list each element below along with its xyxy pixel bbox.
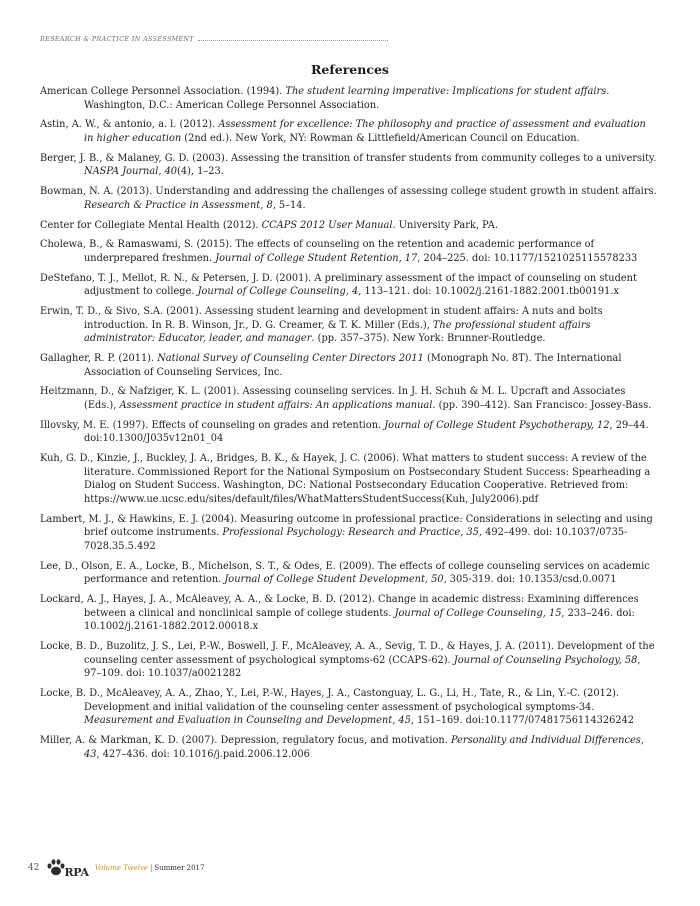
reference-text: , 113–121. doi: 10.1002/j.2161-1882.2001.tb00191.x bbox=[358, 286, 620, 298]
reference-text: Berger, J. B., & Malaney, G. D. (2003). Assessing the transition of transfer students from community colleges to a university. bbox=[40, 152, 657, 164]
reference-entry bbox=[40, 385, 658, 412]
reference-list bbox=[40, 85, 658, 767]
reference-entry bbox=[40, 640, 658, 681]
reference-entry bbox=[40, 219, 658, 233]
reference-text: (Monograph No. 8T). The International Association of Counseling Services, Inc. bbox=[84, 353, 622, 378]
reference-source-italic: Research & Practice in Assessment, 8 bbox=[84, 199, 273, 211]
reference-text: , 233–246. doi: 10.1002/j.2161-1882.2012.00018.x bbox=[84, 607, 635, 633]
reference-entry bbox=[40, 238, 658, 265]
reference-text: Bowman, N. A. (2013). Understanding and addressing the challenges of assessing college student growth in student affairs. bbox=[40, 186, 657, 198]
footer bbox=[28, 856, 204, 880]
reference-source-italic: National Survey of Counseling Center Directors 2011 bbox=[157, 353, 424, 364]
reference-entry bbox=[40, 513, 658, 554]
reference-source-italic: The professional student affairs administrator: Educator, leader, and manager bbox=[84, 319, 591, 345]
reference-text: Kuh, G. D., Kinzie, J., Buckley, J. A., Bridges, B. K., & Hayek, J. C. (2006). What matters to student success: A review of the literature. Commissioned Report for the National Symposium on Postsecondary Student Success: Spearheading a Dialog on Student Success. Washington, DC: National Postsecondary Education Cooperative. Retrieved from: https://www.ue.ucsc.edu/sites/default/files/WhatMattersStudentSuccess(Kuh, July2006).pdf bbox=[40, 453, 651, 505]
reference-source-italic: Journal of College Counseling, 4 bbox=[197, 286, 359, 298]
reference-text: Heitzmann, D., & Nafziger, K. L. (2001). Assessing counseling services. In J. H. Schuh & M. L. Upcraft and Associates (Eds.), bbox=[40, 386, 626, 411]
reference-text: , 97–109. doi: 10.1037/a0021282 bbox=[84, 654, 641, 680]
reference-text: , 5–14. bbox=[272, 199, 306, 211]
reference-source-italic: Journal of Counseling Psychology, 58 bbox=[453, 654, 638, 666]
reference-text: University Park, PA. bbox=[395, 219, 498, 231]
volume-label: Volume Twelve bbox=[94, 864, 148, 872]
dotted-rule bbox=[198, 40, 388, 41]
reference-text: Erwin, T. D., & Sivo, S.A. (2001). Assessing student learning and development in student affairs: A nuts and bolts introduction. In R. B. Winson, Jr., D. G. Creamer, & T. K. Miller (Eds.), bbox=[40, 306, 603, 331]
reference-text: Locke, B. D., McAleavey, A. A., Zhao, Y., Lei, P.-W., Hayes, J. A., Castonguay, L. G., Li, H., Tate, R., & Lin, Y.-C. (2012). Development and initial validation of the counseling center assessment of psychological symptoms-34. bbox=[40, 687, 619, 713]
reference-text: Lee, D., Olson, E. A., Locke, B., Michelson, S. T., & Odes, E. (2009). The effects of college counseling services on academic performance and retention. bbox=[40, 560, 650, 586]
reference-text: Washington, D.C.: American College Personnel Association. bbox=[84, 99, 380, 111]
running-head bbox=[40, 36, 388, 43]
reference-text: . (pp. 357–375). New York: Brunner-Routledge. bbox=[311, 333, 546, 345]
reference-text: (2nd ed.). New York, NY: Rowman & Littlefield/American Council on Education. bbox=[181, 132, 580, 144]
running-head-text: RESEARCH & PRACTICE IN ASSESSMENT bbox=[40, 36, 195, 43]
reference-text: Astin, A. W., & antonio, a. l. (2012). bbox=[40, 119, 219, 131]
reference-text: , 29–44. doi:10.1300/J035v12n01_04 bbox=[84, 419, 649, 445]
reference-source-italic: NASPA Journal, 40 bbox=[84, 166, 178, 178]
reference-source-italic: Personality and Individual Differences, 43 bbox=[84, 734, 644, 760]
reference-entry bbox=[40, 560, 658, 587]
reference-text: Center for Collegiate Mental Health (2012). bbox=[40, 219, 262, 231]
reference-entry bbox=[40, 272, 658, 299]
reference-source-italic: CCAPS 2012 User Manual. bbox=[261, 219, 396, 231]
reference-entry bbox=[40, 352, 658, 379]
reference-text: (4), 1–23. bbox=[177, 166, 224, 178]
reference-source-italic: Professional Psychology: Research and Practice, 35 bbox=[222, 527, 479, 539]
reference-entry bbox=[40, 85, 658, 112]
logo-letters: RPA bbox=[64, 866, 89, 879]
reference-text: , 492–499. doi: 10.1037/0735-7028.35.5.492 bbox=[84, 527, 628, 552]
reference-source-italic: Journal of College Student Psychotherapy, 12 bbox=[384, 419, 610, 431]
reference-text: , 204–225. doi: 10.1177/1521025115578233 bbox=[417, 252, 638, 264]
reference-entry bbox=[40, 305, 658, 346]
reference-text: , 151–169. doi:10.1177/0748175611432624​2 bbox=[410, 715, 635, 727]
reference-source-italic: Journal of College Student Retention, 17 bbox=[215, 252, 418, 264]
reference-text: , 427–436. doi: 10.1016/j.paid.2006.12.006 bbox=[96, 748, 310, 760]
reference-text: Illovsky, M. E. (1997). Effects of counseling on grades and retention. bbox=[40, 419, 385, 431]
reference-text: . (pp. 390–412). San Francisco: Jossey-Bass. bbox=[432, 399, 652, 411]
reference-text: Lockard, A. J., Hayes, J. A., McAleavey, A. A., & Locke, B. D. (2012). Change in academic distress: Examining differences between a clinical and nonclinical sample of college students. bbox=[40, 594, 639, 619]
reference-entry bbox=[40, 419, 658, 446]
reference-entry bbox=[40, 452, 658, 506]
reference-text: Gallagher, R. P. (2011). bbox=[40, 353, 158, 364]
reference-text: Miller, A. & Markman, K. D. (2007). Depression, regulatory focus, and motivation. bbox=[40, 734, 451, 746]
footer-separator: | bbox=[149, 864, 153, 872]
issue-season: Summer 2017 bbox=[154, 864, 205, 872]
reference-text: , 305-319. doi: 10.1353/csd.0.0071 bbox=[443, 574, 617, 586]
rpa-logo bbox=[45, 857, 88, 879]
reference-source-italic: Journal of College Counseling, 15 bbox=[394, 607, 562, 619]
reference-entry bbox=[40, 185, 658, 212]
reference-entry bbox=[40, 118, 658, 145]
page-number: 42 bbox=[28, 863, 40, 873]
reference-entry bbox=[40, 687, 658, 728]
reference-text: DeStefano, T. J., Mellot, R. N., & Petersen, J. D. (2001). A preliminary assessment of the impact of counseling on student adjustment to college. bbox=[40, 272, 637, 298]
reference-entry bbox=[40, 593, 658, 634]
reference-text: Lambert, M. J., & Hawkins, E. J. (2004). Measuring outcome in professional practice: Considerations in selecting and using brief outcome instruments. bbox=[40, 513, 653, 539]
reference-source-italic: The student learning imperative: Implications for student affairs. bbox=[285, 86, 610, 97]
reference-source-italic: Measurement and Evaluation in Counseling and Development, 45 bbox=[84, 715, 411, 727]
reference-text: American College Personnel Association. (1994). bbox=[40, 86, 286, 97]
reference-source-italic: Assessment practice in student affairs: An applications manual bbox=[119, 399, 433, 411]
reference-text: Cholewa, B., & Ramaswami, S. (2015). The effects of counseling on the retention and academic performance of underprepared freshmen. bbox=[40, 239, 595, 264]
reference-source-italic: Journal of College Student Development, 50 bbox=[224, 574, 444, 586]
reference-source-italic: Assessment for excellence: The philosophy and practice of assessment and evaluation in higher education bbox=[84, 119, 646, 144]
reference-entry bbox=[40, 734, 658, 761]
reference-entry bbox=[40, 152, 658, 179]
page-title: References bbox=[311, 62, 389, 77]
reference-text: Locke, B. D., Buzolitz, J. S., Lei, P.-W., Boswell, J. F., McAleavey, A. A., Sevig, T. D., & Hayes, J. A. (2011). Development of the counseling center assessment of psychological symptoms-62 (CCAPS-62). bbox=[40, 641, 655, 666]
